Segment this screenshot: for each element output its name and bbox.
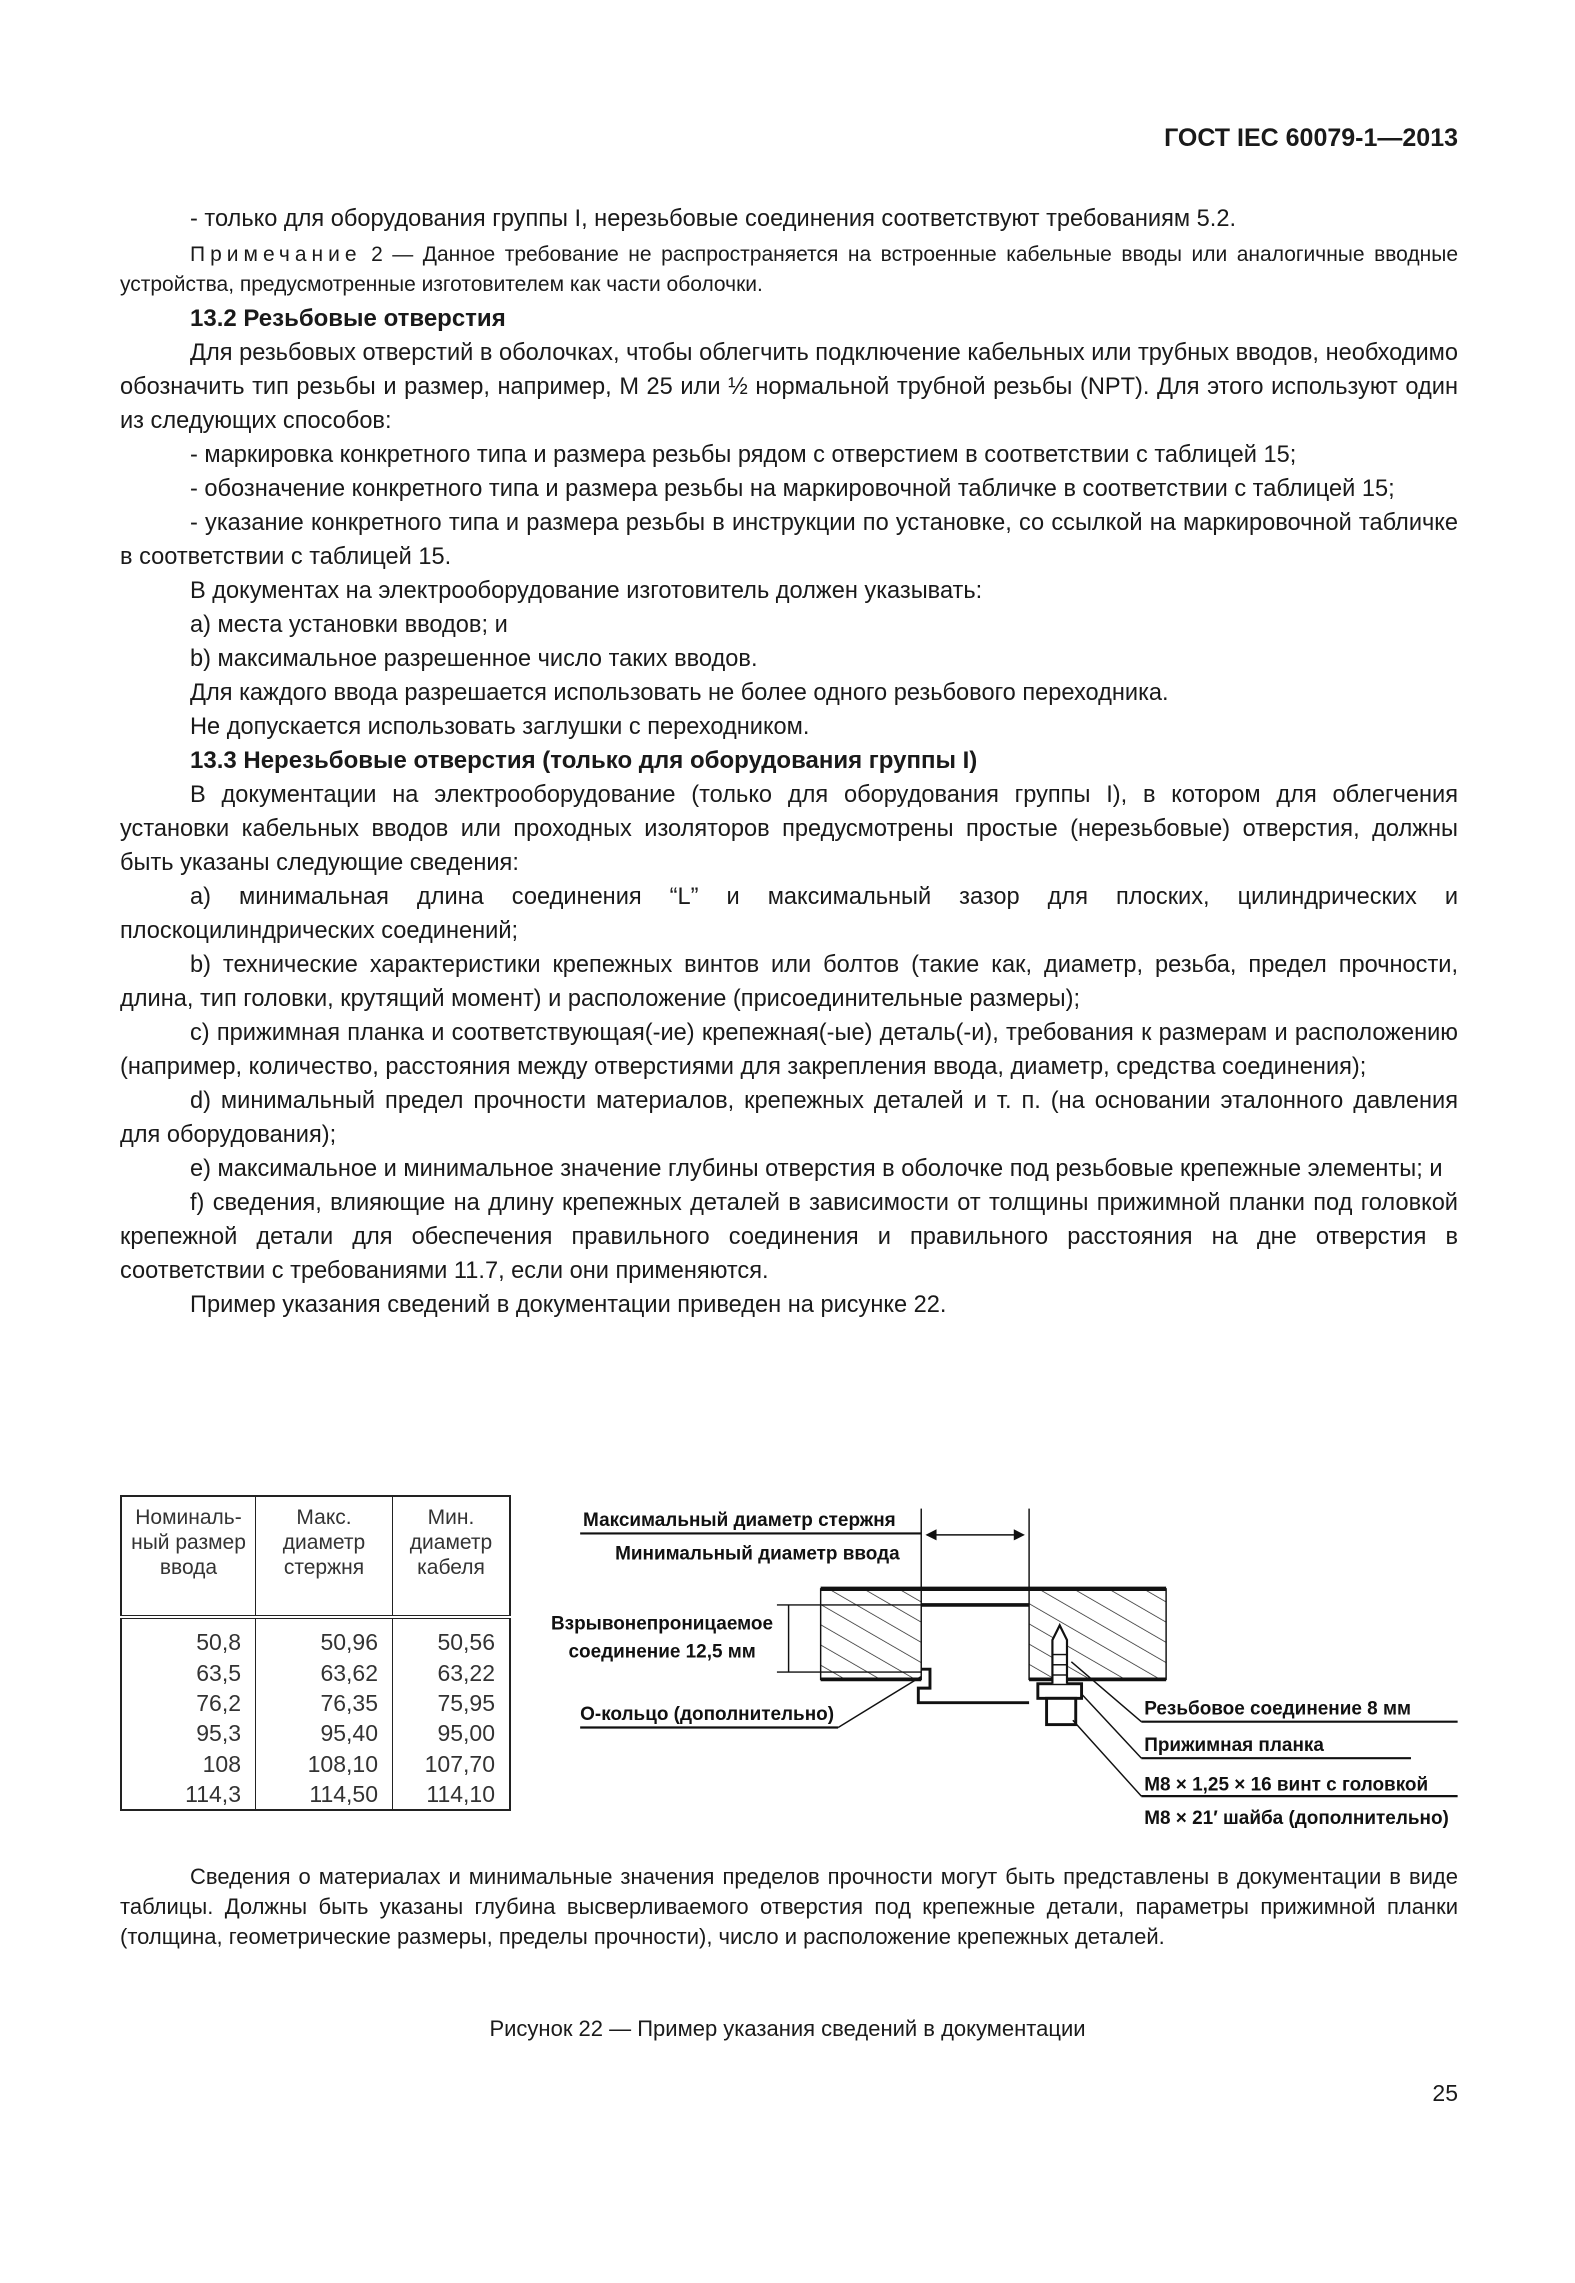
table-header: Номиналь-ный размер ввода	[121, 1496, 256, 1617]
paragraph: В документации на электрооборудование (только для оборудования группы I), в котором для облегчения установки кабельных вводов или проходных изоляторов предусмотрены простые (нерезьбовые) отверстия, должны быть указаны следующие сведения:	[120, 782, 1458, 876]
entry-size-table	[120, 1495, 511, 1811]
table-cell: 108	[121, 1748, 256, 1778]
table-cell: 107,70	[424, 1750, 495, 1777]
label-screw: М8 × 1,25 × 16 винт с головкой	[1144, 1774, 1429, 1796]
label-max-rod: Максимальный диаметр стержня	[583, 1510, 896, 1532]
table-row	[121, 1688, 510, 1718]
table-row	[121, 1617, 510, 1657]
paragraph: - указание конкретного типа и размера резьбы в инструкции по установке, со ссылкой на маркировочной табличке в соответствии с таблицей 15.	[120, 510, 1458, 570]
body-text	[120, 202, 1458, 1322]
page-number: 25	[1432, 2080, 1458, 2106]
table-cell: 63,22	[437, 1659, 495, 1686]
paragraph: Не допускается использовать заглушки с переходником.	[190, 714, 810, 740]
paragraph: Пример указания сведений в документации приведен на рисунке 22.	[190, 1292, 947, 1318]
paragraph: - маркировка конкретного типа и размера резьбы рядом с отверстием в соответствии с таблицей 15;	[190, 442, 1297, 468]
paragraph: b) максимальное разрешенное число таких вводов.	[190, 646, 758, 672]
paragraph: - обозначение конкретного типа и размера резьбы на маркировочной табличке в соответствии с таблицей 15;	[190, 476, 1395, 502]
table-cell: 75,95	[437, 1689, 495, 1716]
label-flameproof: соединение 12,5 мм	[568, 1641, 756, 1663]
table-cell: 63,5	[121, 1658, 256, 1688]
table-cell: 114,3	[121, 1779, 256, 1810]
table-cell: 50,8	[121, 1617, 256, 1657]
table-row	[121, 1658, 510, 1688]
enclosure-wall	[821, 1589, 1166, 1679]
label-thread: Резьбовое соединение 8 мм	[1144, 1698, 1411, 1720]
entry-body	[918, 1669, 1029, 1703]
table-row	[121, 1748, 510, 1778]
paragraph: a) места установки вводов; и	[190, 612, 508, 638]
label-min-entry: Минимальный диаметр ввода	[615, 1543, 900, 1565]
table-cell: 50,56	[437, 1629, 495, 1656]
table-cell: 50,96	[256, 1617, 393, 1657]
table-cell: 95,3	[121, 1718, 256, 1748]
label-clamp: Прижимная планка	[1144, 1734, 1324, 1756]
paragraph: b) технические характеристики крепежных винтов или болтов (такие как, диаметр, резьба, предел прочности, длина, тип головки, крутящий момент) и расположение (присоединительные размеры);	[120, 952, 1458, 1012]
label-oring: О-кольцо (дополнительно)	[580, 1704, 835, 1726]
table-row	[121, 1718, 510, 1748]
table-header: Макс. диаметр стержня	[256, 1496, 393, 1617]
note-text: 2 — Данное требование не распространяется на встроенные кабельные вводы или аналогичные вводные устройства, предусмотренные изготовителем как части оболочки.	[120, 243, 1458, 296]
paragraph: e) максимальное и минимальное значение глубины отверстия в оболочке под резьбовые крепежные элементы; и	[190, 1156, 1443, 1182]
paragraph: d) минимальный предел прочности материалов, крепежных деталей и т. п. (на основании эталонного давления для оборудования);	[120, 1088, 1458, 1148]
figure-caption: Рисунок 22 — Пример указания сведений в документации	[489, 2016, 1086, 2041]
table-cell: 76,35	[256, 1688, 393, 1718]
label-flameproof: Взрывонепроницаемое	[551, 1613, 774, 1635]
document-header: ГОСТ IEC 60079-1—2013	[1164, 124, 1458, 152]
paragraph: f) сведения, влияющие на длину крепежных деталей в зависимости от толщины прижимной планки под головкой крепежной детали для обеспечения правильного соединения и правильного расстояния на дне отверстия в соответствии с требованиями 11.7, если они применяются.	[120, 1190, 1458, 1284]
table-cell: 76,2	[121, 1688, 256, 1718]
table-cell: 95,40	[256, 1718, 393, 1748]
table-cell: 63,62	[256, 1658, 393, 1688]
figure-description: Сведения о материалах и минимальные значения пределов прочности могут быть представлены в документации в виде таблицы. Должны быть указаны глубина высверливаемого отверстия под крепежные детали, параметры прижимной планки (толщина, геометрические размеры, пределы прочности), число и расположение крепежных деталей.	[120, 1864, 1458, 1949]
table-cell: 108,10	[256, 1748, 393, 1778]
paragraph: a) минимальная длина соединения “L” и максимальный зазор для плоских, цилиндрических и плоскоцилиндрических соединений;	[120, 884, 1458, 944]
table-header: Мин. диаметр кабеля	[393, 1496, 511, 1617]
paragraph: c) прижимная планка и соответствующая(-ие) крепежная(-ые) деталь(-и), требования к размерам и расположению (например, количество, расстояния между отверстиями для закрепления ввода, диаметр, средства соединения);	[120, 1020, 1458, 1080]
table-cell: 95,00	[437, 1720, 495, 1747]
paragraph: Для каждого ввода разрешается использовать не более одного резьбового переходника.	[190, 680, 1169, 706]
label-washer: М8 × 21′ шайба (дополнительно)	[1144, 1807, 1449, 1829]
paragraph: В документах на электрооборудование изготовитель должен указывать:	[190, 578, 983, 604]
table-row	[121, 1779, 510, 1810]
table-cell: 114,50	[256, 1779, 393, 1810]
entry-diagram	[551, 1494, 1462, 1837]
section-heading-13-3: 13.3 Нерезьбовые отверстия (только для оборудования группы I)	[190, 747, 978, 774]
table-cell: 114,10	[426, 1780, 495, 1807]
paragraph: Для резьбовых отверстий в оболочках, чтобы облегчить подключение кабельных или трубных вводов, необходимо обозначить тип резьбы и размер, например, М 25 или ½ нормальной трубной резьбы (NPT). Для этого используют один из следующих способов:	[120, 340, 1458, 434]
note	[120, 240, 1458, 300]
paragraph: - только для оборудования группы I, нерезьбовые соединения соответствуют требованиям 5.2.	[190, 206, 1237, 232]
section-heading-13-2: 13.2 Резьбовые отверстия	[190, 305, 506, 332]
note-label: Примечание	[190, 243, 362, 266]
